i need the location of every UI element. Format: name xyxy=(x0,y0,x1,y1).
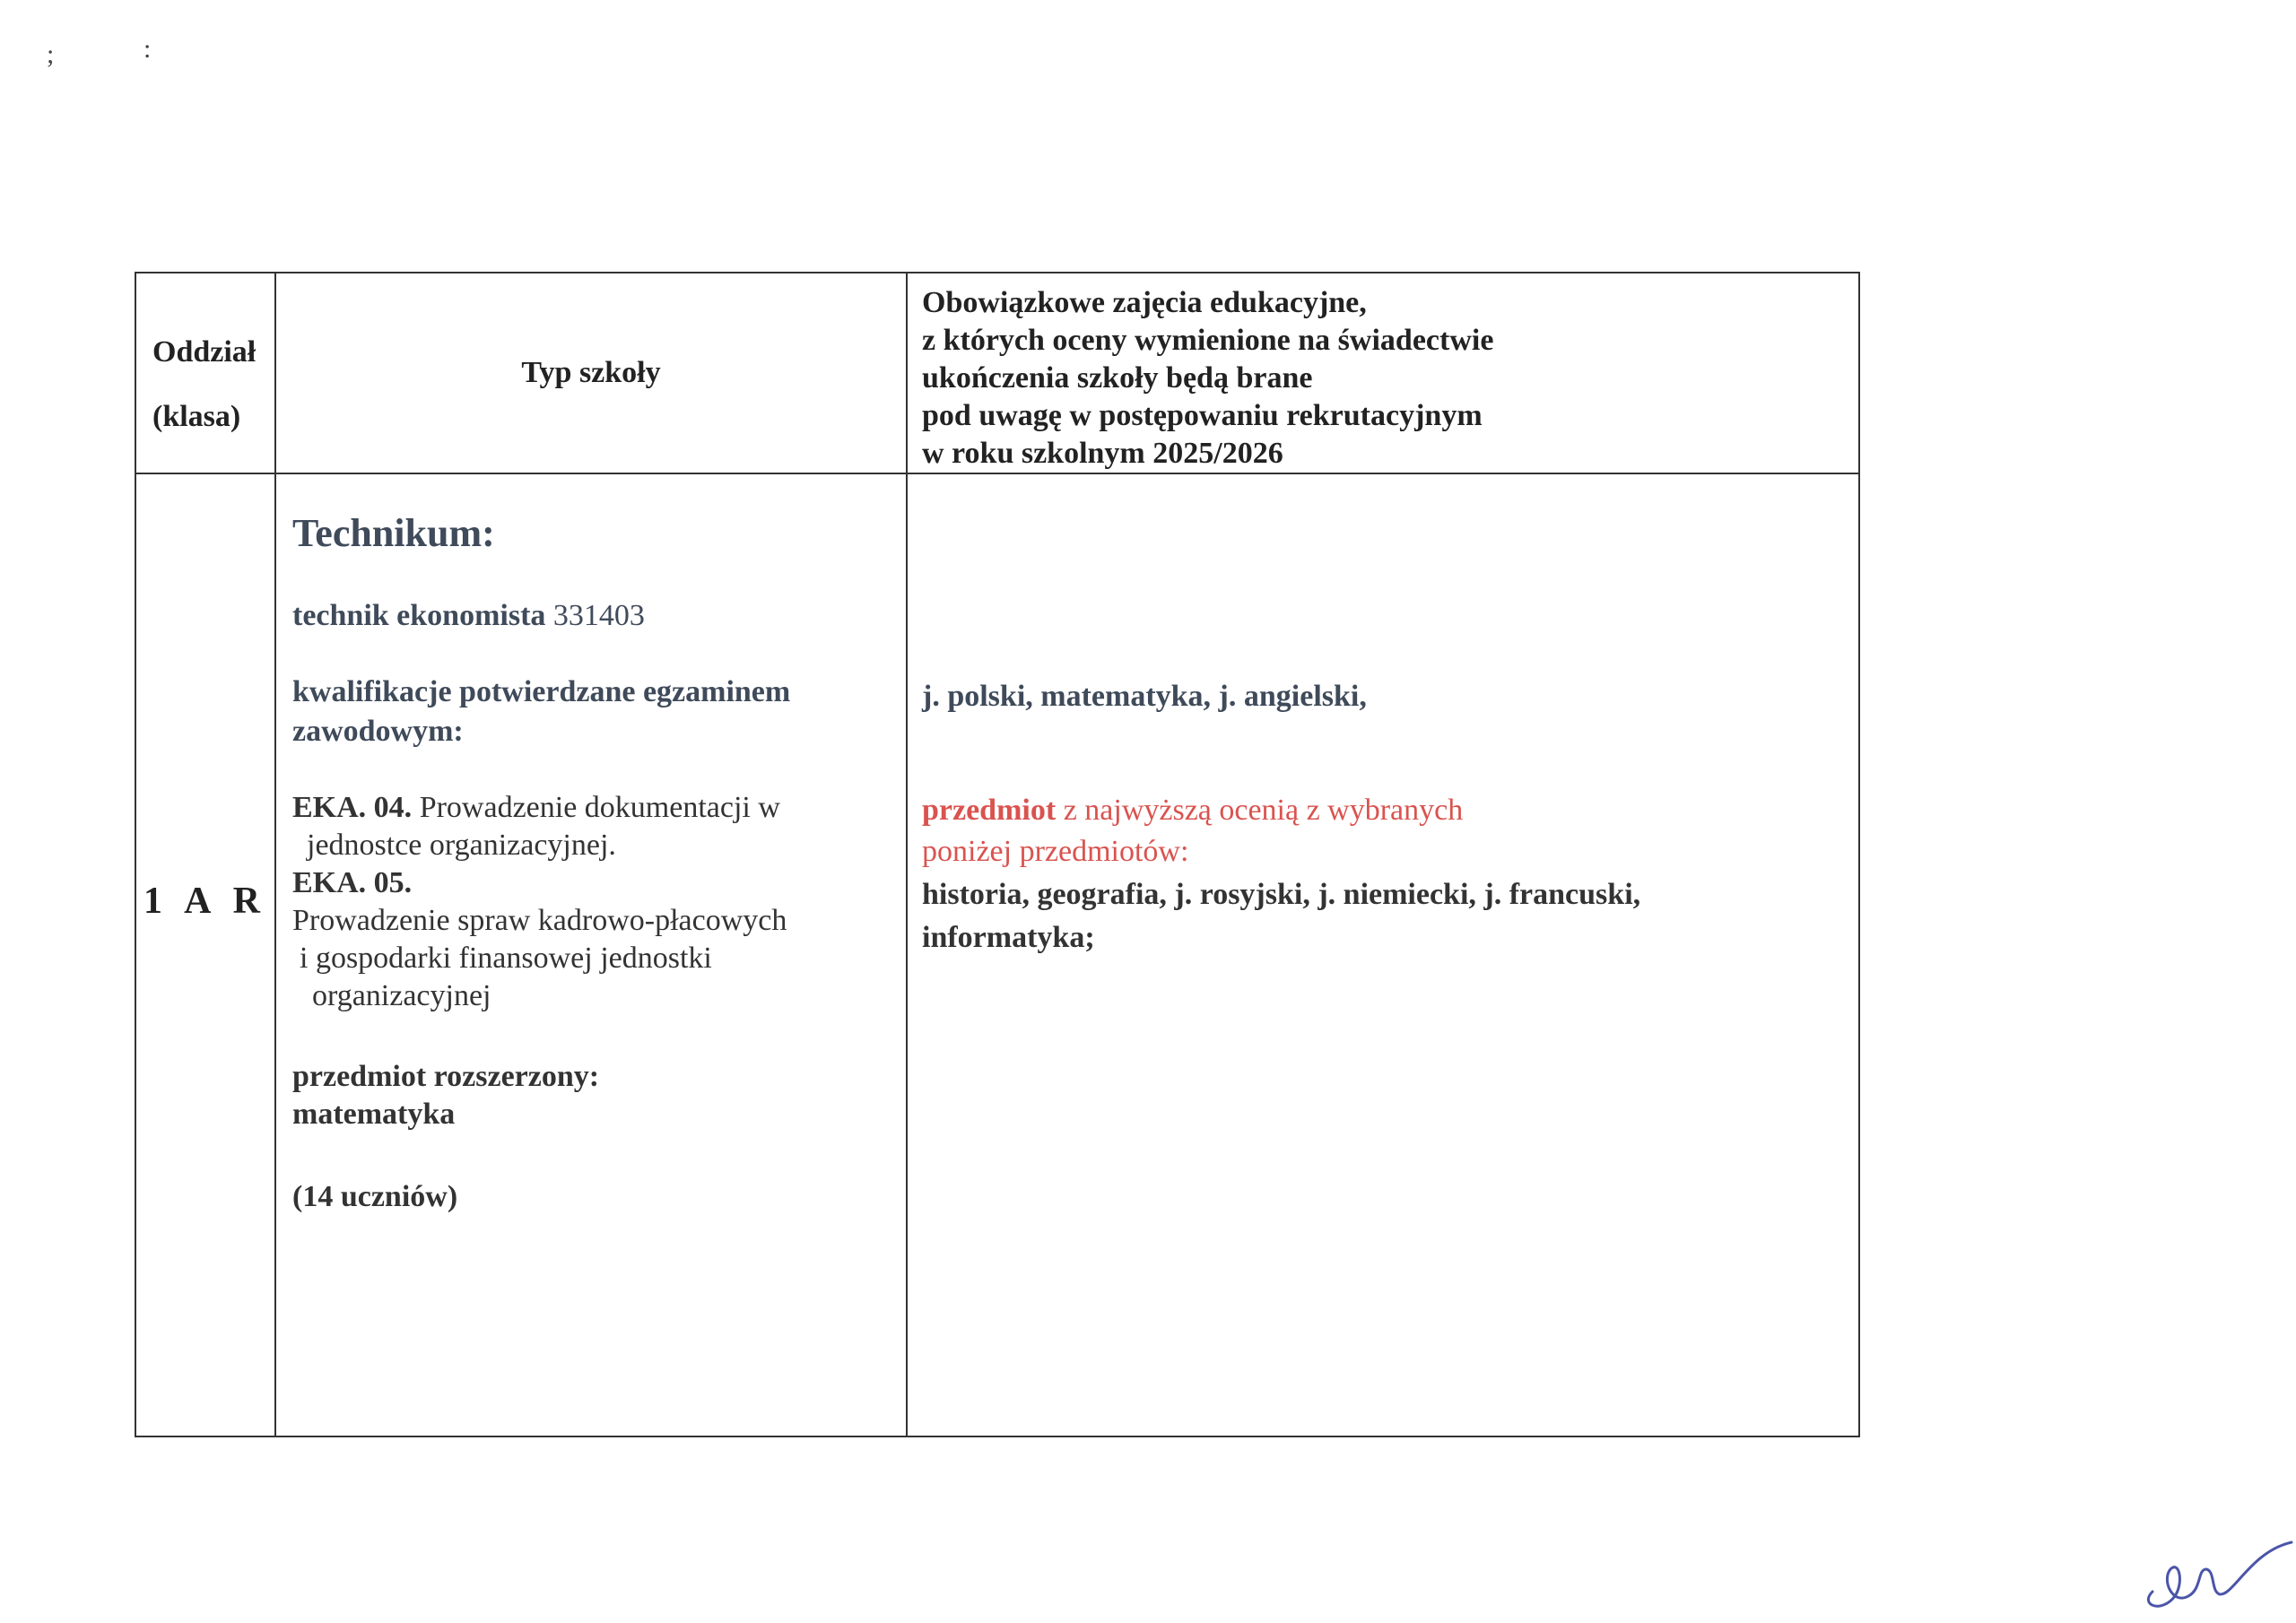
zawod-name: technik ekonomista xyxy=(292,599,546,632)
klasa-cell: 1 A R xyxy=(135,473,275,1436)
eka04-line xyxy=(292,789,906,827)
table-header-row xyxy=(135,273,1859,473)
zawod xyxy=(292,599,906,633)
eka04-text: Prowadzenie dokumentacji w xyxy=(419,791,780,824)
obowiazkowe-wybrany xyxy=(922,790,1858,831)
header-obowiazkowe xyxy=(907,273,1859,473)
liczba-uczniow: (14 uczniów) xyxy=(292,1180,458,1213)
scan-mark: : xyxy=(144,34,152,64)
header-obowiazkowe-line: Obowiązkowe zajęcia edukacyjne, xyxy=(922,286,1367,319)
obowiazkowe-wybrany-text: z najwyższą ocenią z wybranych xyxy=(1063,794,1464,827)
kwalifikacje-list xyxy=(292,789,906,1015)
kwalifikacje-label: kwalifikacje potwierdzane egzaminem zawodowym: xyxy=(292,675,791,748)
eka05-code: EKA. 05. xyxy=(292,866,413,899)
signature-icon xyxy=(2135,1506,2296,1623)
header-obowiazkowe-line: pod uwagę w postępowaniu rekrutacyjnym xyxy=(922,399,1483,432)
eka04-text-cont: jednostce organizacyjnej. xyxy=(307,829,616,862)
header-obowiazkowe-line: ukończenia szkoły będą brane xyxy=(922,361,1313,395)
rozszerzony-value: matematyka xyxy=(292,1098,456,1131)
eka05-text-cont: i gospodarki finansowej jednostki xyxy=(300,942,712,975)
rozszerzony-label: przedmiot rozszerzony: xyxy=(292,1060,600,1093)
recruitment-table xyxy=(135,272,1860,1437)
obowiazkowe-list-cont: informatyka; xyxy=(922,921,1095,954)
header-oddzial xyxy=(135,273,275,473)
obowiazkowe-wybrany-bold: przedmiot xyxy=(922,794,1057,827)
header-typ-szkoly: Typ szkoły xyxy=(275,273,907,473)
table-row xyxy=(135,473,1859,1436)
typ-szkoly-cell xyxy=(275,473,907,1436)
eka05-text: Prowadzenie spraw kadrowo-płacowych xyxy=(292,904,787,937)
technikum-title: Technikum: xyxy=(292,511,495,555)
scan-mark: ; xyxy=(47,39,55,69)
przedmiot-rozszerzony xyxy=(292,1058,906,1133)
eka05-text-cont: organizacyjnej xyxy=(312,979,491,1012)
header-oddzial-line1: Oddział xyxy=(152,335,257,369)
header-obowiazkowe-line: w roku szkolnym 2025/2026 xyxy=(922,437,1283,470)
eka04-code: EKA. 04. xyxy=(292,791,413,824)
obowiazkowe-wybrany-cont: poniżej przedmiotów: xyxy=(922,835,1189,868)
obowiazkowe-cell xyxy=(907,473,1859,1436)
header-obowiazkowe-line: z których oceny wymienione na świadectwie xyxy=(922,324,1494,357)
header-oddzial-line2: (klasa) xyxy=(152,400,241,433)
zawod-code: 331403 xyxy=(552,599,645,632)
obowiazkowe-list: historia, geografia, j. rosyjski, j. niemiecki, j. francuski, xyxy=(922,878,1641,911)
obowiazkowe-main: j. polski, matematyka, j. angielski, xyxy=(922,680,1367,713)
